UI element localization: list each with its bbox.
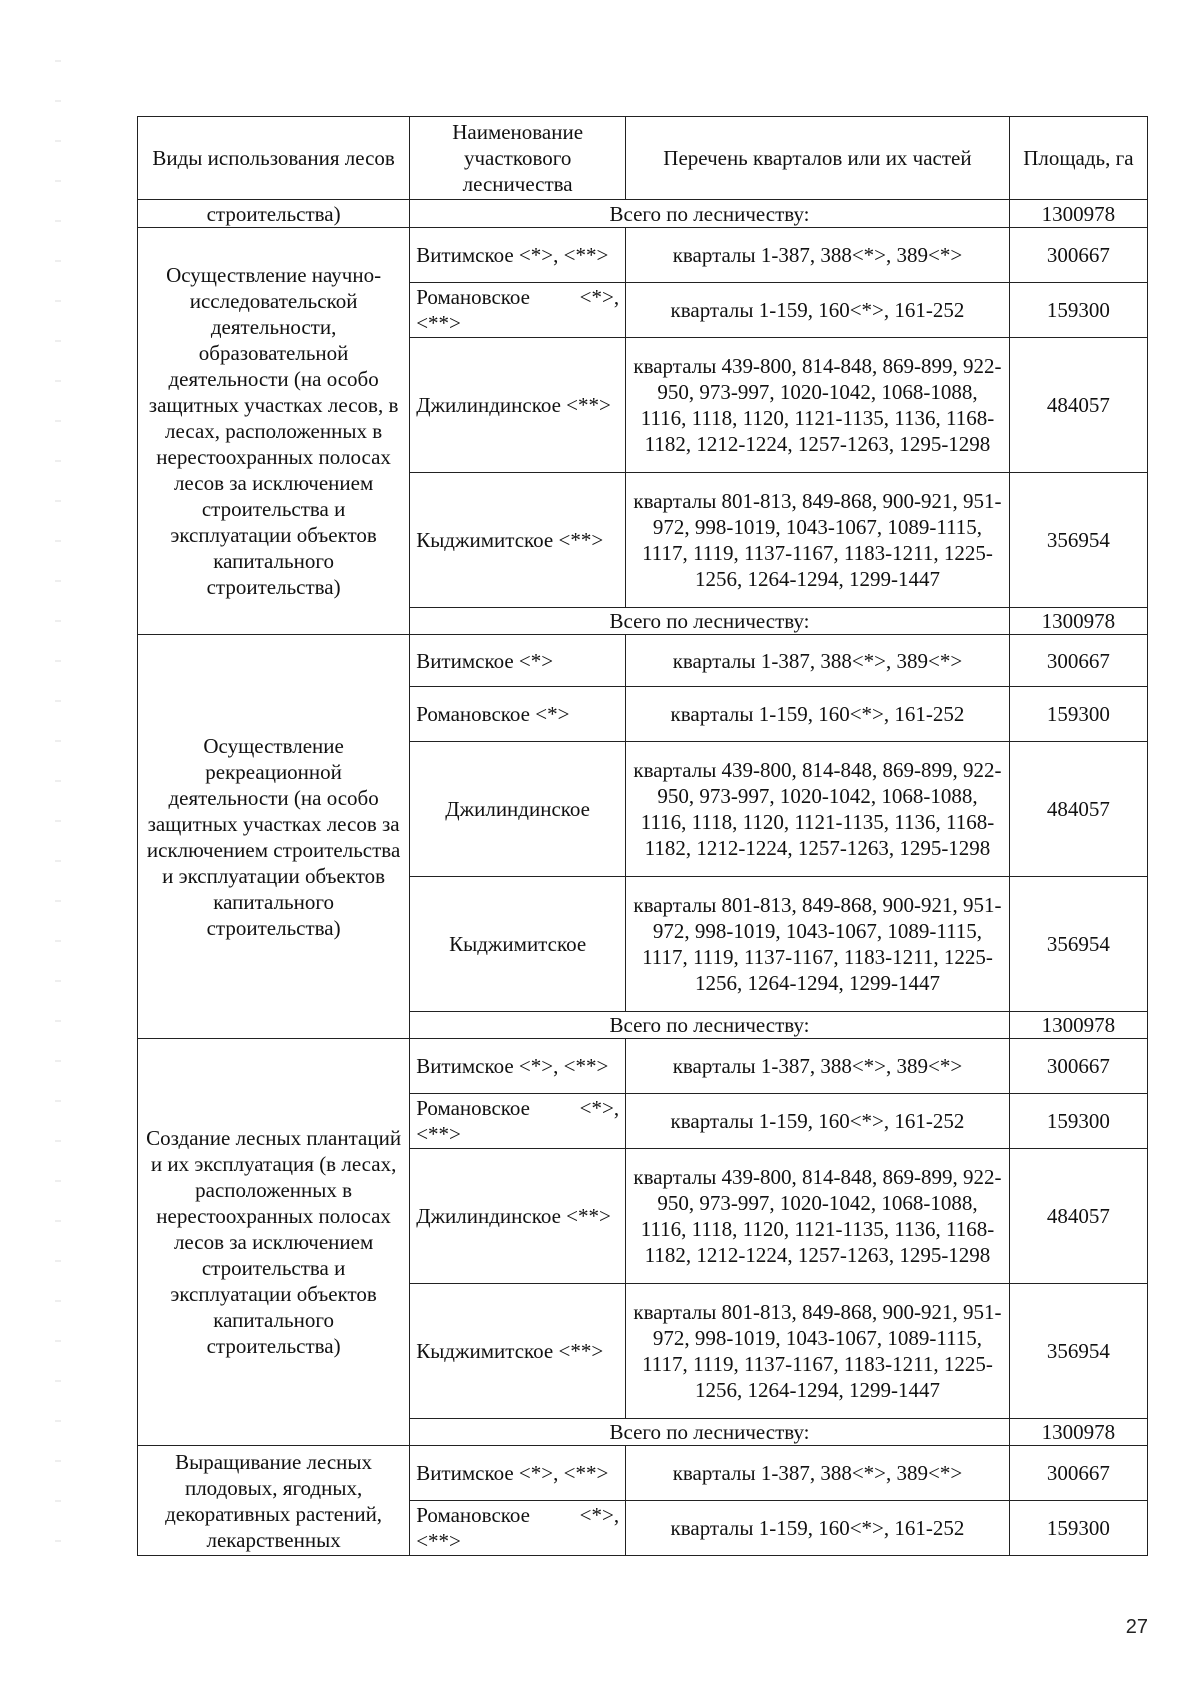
area-value: 356954 xyxy=(1009,473,1147,608)
area-value: 356954 xyxy=(1009,1284,1147,1419)
area-value: 300667 xyxy=(1009,635,1147,687)
forestry-name: Витимское <*>, <**> xyxy=(410,1039,626,1094)
forestry-name: Романовское <*>, <**> xyxy=(410,1501,626,1556)
quarters-list: кварталы 439-800, 814-848, 869-899, 922-950, 973-997, 1020-1042, 1068-1088, 1116, 1118, 1120, 1121-1135, 1136, 1168-1182, 1212-1224, 1257-1263, 1295-1298 xyxy=(626,1149,1010,1284)
total-label: Всего по лесничеству: xyxy=(410,200,1010,228)
use-type: Создание лесных плантаций и их эксплуатация (в лесах, расположенных в нерестоохранных полосах лесов за исключением строительства и эксплуатации объектов капитального строительства) xyxy=(138,1039,410,1446)
quarters-list: кварталы 1-387, 388<*>, 389<*> xyxy=(626,1039,1010,1094)
forestry-name: Кыджимитское <**> xyxy=(410,1284,626,1419)
total-area: 1300978 xyxy=(1009,200,1147,228)
forestry-name: Джилиндинское <**> xyxy=(410,1149,626,1284)
forestry-name: Витимское <*>, <**> xyxy=(410,1446,626,1501)
forestry-name: Кыджимитское xyxy=(410,877,626,1012)
forestry-name: Джилиндинское xyxy=(410,742,626,877)
table-row xyxy=(138,1446,1148,1501)
forestry-name: Романовское <*> xyxy=(410,687,626,742)
quarters-list: кварталы 1-159, 160<*>, 161-252 xyxy=(626,1094,1010,1149)
quarters-list: кварталы 1-159, 160<*>, 161-252 xyxy=(626,687,1010,742)
quarters-list: кварталы 801-813, 849-868, 900-921, 951-972, 998-1019, 1043-1067, 1089-1115, 1117, 1119, 1137-1167, 1183-1211, 1225-1256, 1264-1294, 1299-1447 xyxy=(626,473,1010,608)
area-value: 300667 xyxy=(1009,1039,1147,1094)
total-label: Всего по лесничеству: xyxy=(410,1419,1010,1446)
quarters-list: кварталы 1-159, 160<*>, 161-252 xyxy=(626,1501,1010,1556)
table-header-row xyxy=(138,117,1148,200)
use-type: Выращивание лесных плодовых, ягодных, декоративных растений, лекарственных xyxy=(138,1446,410,1556)
table-row xyxy=(138,200,1148,228)
use-type: Осуществление научно-исследовательской деятельности, образовательной деятельности (на особо защитных участках лесов, в лесах, расположенных в нерестоохранных полосах лесов за исключением строительства и эксплуатации объектов капитального строительства) xyxy=(138,228,410,635)
quarters-list: кварталы 1-387, 388<*>, 389<*> xyxy=(626,1446,1010,1501)
forestry-name: Витимское <*> xyxy=(410,635,626,687)
area-value: 300667 xyxy=(1009,228,1147,283)
area-value: 356954 xyxy=(1009,877,1147,1012)
forestry-name: Джилиндинское <**> xyxy=(410,338,626,473)
quarters-list: кварталы 801-813, 849-868, 900-921, 951-972, 998-1019, 1043-1067, 1089-1115, 1117, 1119, 1137-1167, 1183-1211, 1225-1256, 1264-1294, 1299-1447 xyxy=(626,1284,1010,1419)
use-type: Осуществление рекреационной деятельности (на особо защитных участках лесов за исключением строительства и эксплуатации объектов капитального строительства) xyxy=(138,635,410,1039)
quarters-list: кварталы 1-387, 388<*>, 389<*> xyxy=(626,635,1010,687)
header-quarters: Перечень кварталов или их частей xyxy=(626,117,1010,200)
total-area: 1300978 xyxy=(1009,608,1147,635)
area-value: 484057 xyxy=(1009,1149,1147,1284)
header-name: Наименование участкового лесничества xyxy=(410,117,626,200)
area-value: 484057 xyxy=(1009,338,1147,473)
quarters-list: кварталы 439-800, 814-848, 869-899, 922-950, 973-997, 1020-1042, 1068-1088, 1116, 1118, 1120, 1121-1135, 1136, 1168-1182, 1212-1224, 1257-1263, 1295-1298 xyxy=(626,742,1010,877)
quarters-list: кварталы 801-813, 849-868, 900-921, 951-972, 998-1019, 1043-1067, 1089-1115, 1117, 1119, 1137-1167, 1183-1211, 1225-1256, 1264-1294, 1299-1447 xyxy=(626,877,1010,1012)
quarters-list: кварталы 1-387, 388<*>, 389<*> xyxy=(626,228,1010,283)
forestry-name: Романовское <*>, <**> xyxy=(410,283,626,338)
table-row xyxy=(138,1039,1148,1094)
forest-use-table xyxy=(137,116,1148,1556)
forestry-name: Кыджимитское <**> xyxy=(410,473,626,608)
forestry-name: Витимское <*>, <**> xyxy=(410,228,626,283)
area-value: 159300 xyxy=(1009,283,1147,338)
quarters-list: кварталы 1-159, 160<*>, 161-252 xyxy=(626,283,1010,338)
page-number: 27 xyxy=(1125,1616,1148,1638)
total-label: Всего по лесничеству: xyxy=(410,608,1010,635)
table-row xyxy=(138,635,1148,687)
area-value: 159300 xyxy=(1009,687,1147,742)
header-area: Площадь, га xyxy=(1009,117,1147,200)
use-type-tail: строительства) xyxy=(138,200,410,228)
area-value: 159300 xyxy=(1009,1094,1147,1149)
total-area: 1300978 xyxy=(1009,1419,1147,1446)
table-row xyxy=(138,228,1148,283)
header-use: Виды использования лесов xyxy=(138,117,410,200)
quarters-list: кварталы 439-800, 814-848, 869-899, 922-950, 973-997, 1020-1042, 1068-1088, 1116, 1118, 1120, 1121-1135, 1136, 1168-1182, 1212-1224, 1257-1263, 1295-1298 xyxy=(626,338,1010,473)
total-label: Всего по лесничеству: xyxy=(410,1012,1010,1039)
area-value: 159300 xyxy=(1009,1501,1147,1556)
forestry-name: Романовское <*>, <**> xyxy=(410,1094,626,1149)
scan-artifact xyxy=(55,60,61,1560)
area-value: 300667 xyxy=(1009,1446,1147,1501)
area-value: 484057 xyxy=(1009,742,1147,877)
total-area: 1300978 xyxy=(1009,1012,1147,1039)
